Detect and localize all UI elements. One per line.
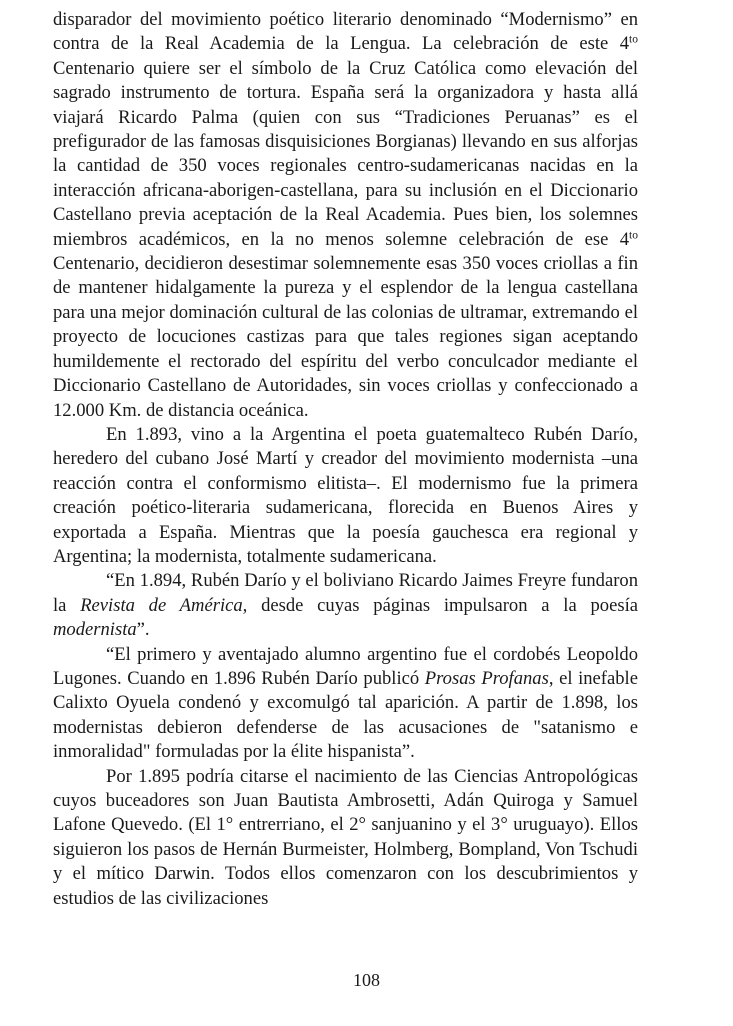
- ordinal-superscript: to: [629, 34, 638, 47]
- text-run: desde cuyas páginas impulsaron a la poesía: [247, 594, 638, 616]
- page-body: [53, 8, 638, 911]
- text-run: Por 1.895 podría citarse el nacimiento de las Ciencias Antropológicas cuyos buceadores son Juan Bautista Ambrosetti, Adán Quiroga y Samuel Lafone Quevedo. (El 1° entrerriano, el 2° sanjuanino y el 3° uruguayo). Ellos siguieron los pasos de Hernán Burmeister, Holmberg, Bompland, Von Tschudi y el mítico Darwin. Todos ellos comenzaron con los descubrimientos y estudios de las civilizaciones: [53, 765, 638, 909]
- text-run: En 1.893, vino a la Argentina el poeta guatemalteco Rubén Darío, heredero del cubano José Martí y creador del movimiento modernista –una reacción contra el conformismo elitista–. El modernismo fue la primera creación poético-literaria sudamericana, florecida en Buenos Aires y exportada a España. Mientras que la poesía gauchesca era regional y Argentina; la modernista, totalmente sudamericana.: [53, 423, 638, 567]
- paragraph-2: [53, 423, 638, 569]
- paragraph-4: [53, 643, 638, 765]
- text-run: Centenario, decidieron desestimar solemnemente esas 350 voces criollas a fin de mantener hidalgamente la pureza y el esplendor de la lengua castellana para una mejor dominación cultural de las colonias de ultramar, extremando el proyecto de locuciones castizas para que tales regiones sigan aceptando humildemente el rectorado del espíritu del verbo conculcador mediante el Diccionario Castellano de Autoridades, sin voces criollas y confeccionado a 12.000 Km. de distancia oceánica.: [53, 253, 638, 421]
- italic-title: Revista de América,: [80, 594, 248, 616]
- paragraph-5: [53, 765, 638, 911]
- text-run: , el inefable Calixto Oyuela condenó y excomulgó tal aparición. A partir de 1.898, los modernistas debieron defenderse de las acusaciones de "satanismo e inmoralidad" formuladas por la élite hispanista”.: [53, 667, 638, 763]
- paragraph-3: [53, 569, 638, 642]
- italic-title: Prosas Profanas: [424, 667, 549, 689]
- text-run: “El primero y aventajado alumno argentino fue el cordobés Leopoldo Lugones. Cuando en 1.896 Rubén Darío publicó: [53, 643, 638, 689]
- text-run: Centenario quiere ser el símbolo de la Cruz Católica como elevación del sagrado instrumento de tortura. España será la organizadora y hasta allá viajará Ricardo Palma (quien con sus “Tradiciones Peruanas” es el prefigurador de las famosas disquisiciones Borgianas) llevando en sus alforjas la cantidad de 350 voces regionales centro-sudamericanas nacidas en la interacción africana-aborigen-castellana, para su inclusión en el Diccionario Castellano previa aceptación de la Real Academia. Pues bien, los solemnes miembros académicos, en la no menos solemne celebración de ese 4: [53, 57, 638, 250]
- paragraph-1: [53, 8, 638, 423]
- ordinal-superscript: to: [629, 229, 638, 242]
- text-run: ”.: [136, 619, 150, 641]
- text-run: “En 1.894, Rubén Darío y el boliviano Ricardo Jaimes Freyre fundaron la: [53, 570, 638, 616]
- text-run: disparador del movimiento poético literario denominado “Modernismo” en contra de la Real Academia de la Lengua. La celebración de este 4: [53, 9, 638, 55]
- italic-title: modernista: [53, 619, 137, 641]
- page-number: 108: [353, 970, 380, 990]
